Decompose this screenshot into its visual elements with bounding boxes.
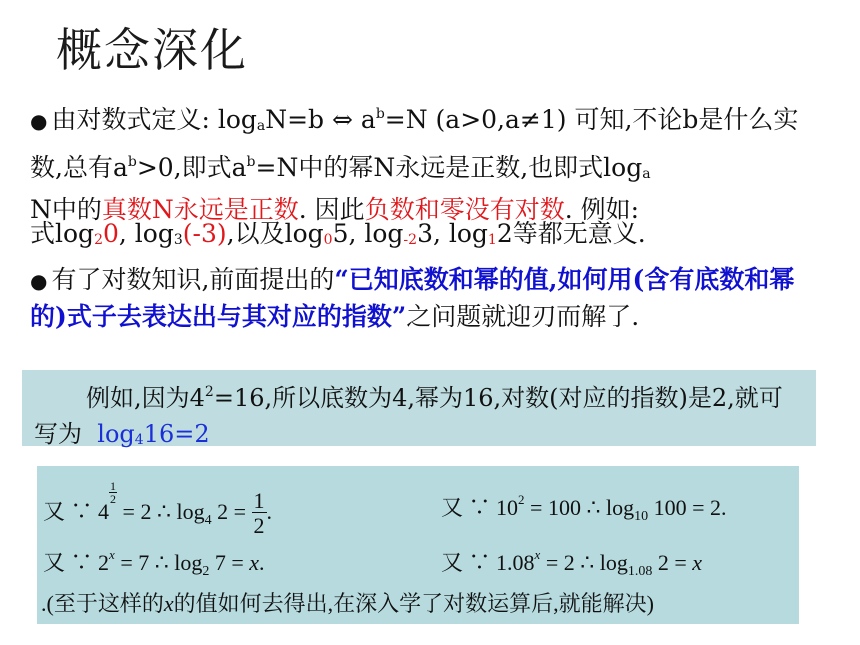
bullet-icon: ●	[30, 109, 48, 133]
red-value: (-3)	[182, 219, 227, 248]
text: 由对数式定义: log	[51, 105, 257, 134]
text: 有了对数知识,前面提出的	[51, 265, 335, 294]
superscript: b	[127, 154, 137, 170]
text: >0,即式a	[136, 153, 247, 182]
note-line: .(至于这样的x的值如何去得出,在深入学了对数运算后,就能解决)	[41, 591, 654, 616]
subscript: 2	[94, 232, 103, 248]
text: N中的	[30, 195, 102, 224]
text: , log	[118, 219, 174, 248]
subscript: a	[642, 166, 651, 182]
problem-paragraph	[30, 262, 830, 335]
superscript: b	[246, 154, 256, 170]
text: 之问题就迎刃而解了.	[406, 302, 640, 331]
subscript: 1	[487, 232, 497, 248]
text: N=b ⇔ a	[265, 105, 376, 134]
equation-4: 又 ∵ 1.08$^x$ = 2 ∴ $\log_{1.08} 2 = x$	[441, 547, 703, 579]
bullet-icon: ●	[30, 269, 48, 293]
text: 5, log	[332, 219, 404, 248]
text: 例如,因为4	[86, 384, 205, 412]
text: =N (a>0,a≠1) 可知,不论b是什么实数,总有a	[30, 105, 799, 182]
highlight-question: “已知底数和幂的值,如何用(含有底数和幂的)式子去表达出与其对应的指数”	[30, 265, 795, 331]
text: 2等都无意义.	[496, 219, 646, 248]
highlight-positive-antilog: 真数N永远是正数	[101, 195, 299, 224]
log-expression: log416=2	[97, 420, 210, 448]
subscript: 0	[323, 232, 333, 248]
text: . 因此	[298, 195, 365, 224]
red-value: 0	[102, 219, 119, 248]
definition-paragraph	[30, 96, 830, 228]
equation-3: 又 ∵ 2$^x$ = 7 ∴ $\log_2 7 = x$.	[43, 547, 265, 579]
text: 3, log	[417, 219, 488, 248]
text: 式log	[30, 219, 95, 248]
examples-paragraph	[30, 216, 830, 258]
equation-2: 又 ∵ $10^2 = 100$ ∴ $\log_{10} 100 = 2$.	[441, 492, 727, 524]
text: =N中的幂N永远是正数,也即式log	[255, 153, 643, 182]
page-title: 概念深化	[56, 23, 248, 77]
equation-1: 又 ∵ 4 $\frac{1}{2}$ = 2 ∴ $\log_4 2$ = $\frac{1}{2}$ .	[43, 479, 272, 539]
text: . 例如:	[564, 195, 640, 224]
superscript: 2	[204, 384, 214, 400]
formula-box	[37, 466, 799, 624]
text: ,以及log	[226, 219, 324, 248]
example-box	[22, 370, 816, 446]
subscript: 3	[173, 232, 183, 248]
subscript: -2	[403, 232, 418, 248]
highlight-no-log: 负数和零没有对数	[364, 195, 565, 224]
subscript: a	[256, 118, 266, 134]
superscript: b	[375, 106, 385, 122]
text: =16,所以底数为4,幂为16,对数(对应的指数)是2,就可写为	[34, 384, 783, 448]
